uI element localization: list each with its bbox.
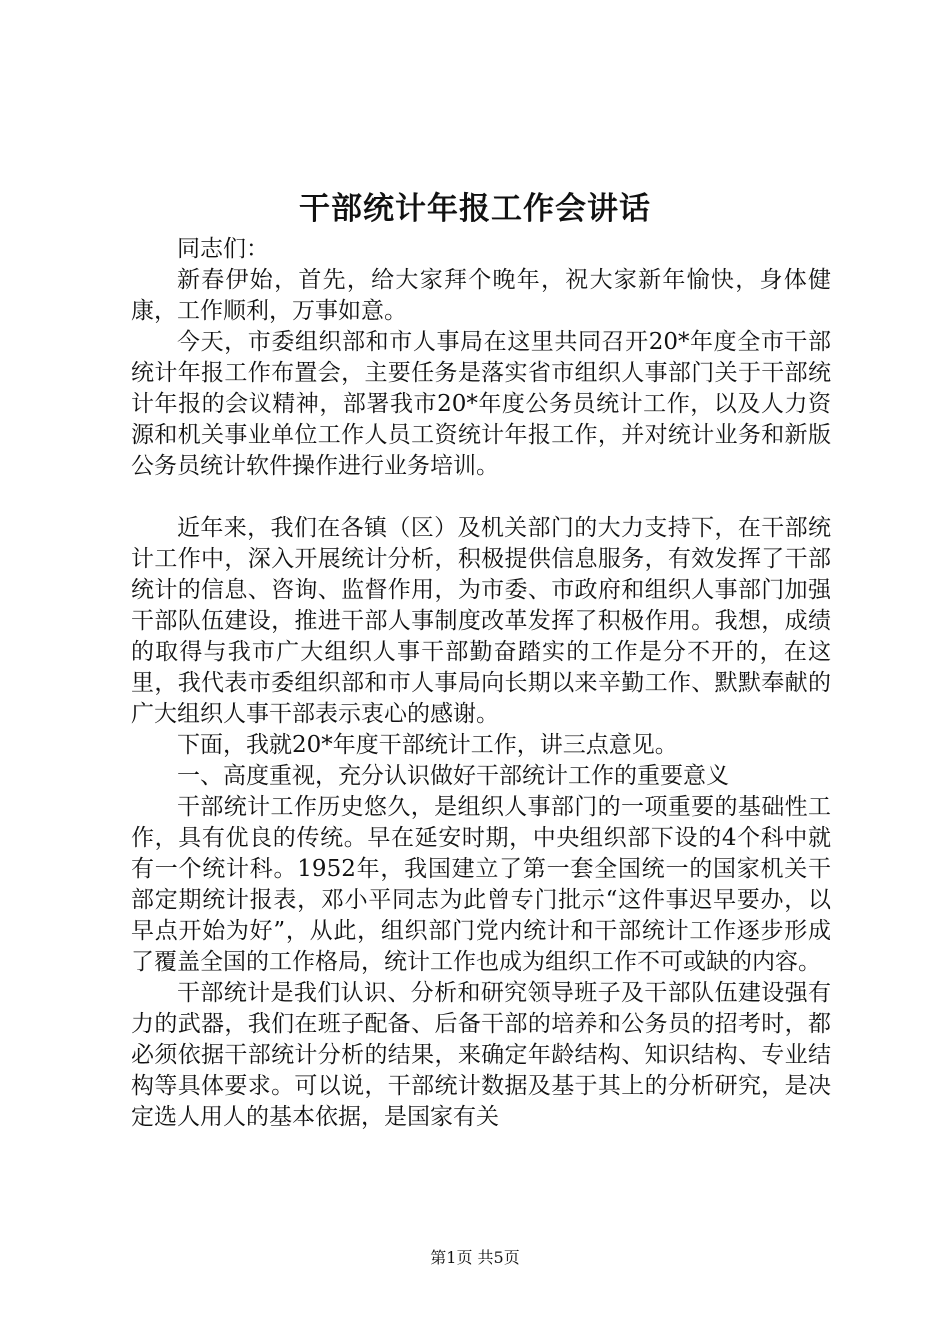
paragraph-history: 干部统计工作历史悠久，是组织人事部门的一项重要的基础性工作，具有优良的传统。早在延安时期，中央组织部下设的4个科中就有一个统计科。1952年，我国建立了第一套全国统一的国家机关干部定期统计报表，邓小平同志为此曾专门批示“这件事迟早要办，以早点开始为好”，从此，组织部门党内统计和干部统计工作逐步形成了覆盖全国的工作格局，统计工作也成为组织工作不可或缺的内容。: [131, 794, 831, 975]
document-body: [131, 234, 831, 1133]
paragraph-greeting: 新春伊始，首先，给大家拜个晚年，祝大家新年愉快，身体健康，工作顺利，万事如意。: [131, 267, 831, 324]
paragraph-meeting-purpose: 今天，市委组织部和市人事局在这里共同召开20*年度全市干部统计年报工作布置会，主要任务是落实省市组织人事部门关于干部统计年报的会议精神，部署我市20*年度公务员统计工作，以及人力资源和机关事业单位工作人员工资统计年报工作，并对统计业务和新版公务员统计软件操作进行业务培训。: [131, 329, 831, 479]
paragraph-significance: 干部统计是我们认识、分析和研究领导班子及干部队伍建设强有力的武器，我们在班子配备、后备干部的培养和公务员的招考时，都必须依据干部统计分析的结果，来确定年龄结构、知识结构、专业结构等具体要求。可以说，干部统计数据及基于其上的分析研究，是决定选人用人的基本依据，是国家有关: [131, 980, 831, 1130]
page-number-footer: 第1页 共5页: [430, 1248, 520, 1267]
paragraph-salutation: 同志们：: [177, 236, 269, 262]
document-title: 干部统计年报工作会讲话: [299, 191, 651, 227]
section-heading-1: 一、高度重视，充分认识做好干部统计工作的重要意义: [177, 763, 729, 789]
paragraph-opinions-intro: 下面，我就20*年度干部统计工作，讲三点意见。: [177, 732, 678, 758]
paragraph-achievements: 近年来，我们在各镇（区）及机关部门的大力支持下，在干部统计工作中，深入开展统计分析，积极提供信息服务，有效发挥了干部统计的信息、咨询、监督作用，为市委、市政府和组织人事部门加强干部队伍建设，推进干部人事制度改革发挥了积极作用。我想，成绩的取得与我市广大组织人事干部勤奋踏实的工作是分不开的，在这里，我代表市委组织部和市人事局向长期以来辛勤工作、默默奉献的广大组织人事干部表示衷心的感谢。: [131, 515, 831, 727]
